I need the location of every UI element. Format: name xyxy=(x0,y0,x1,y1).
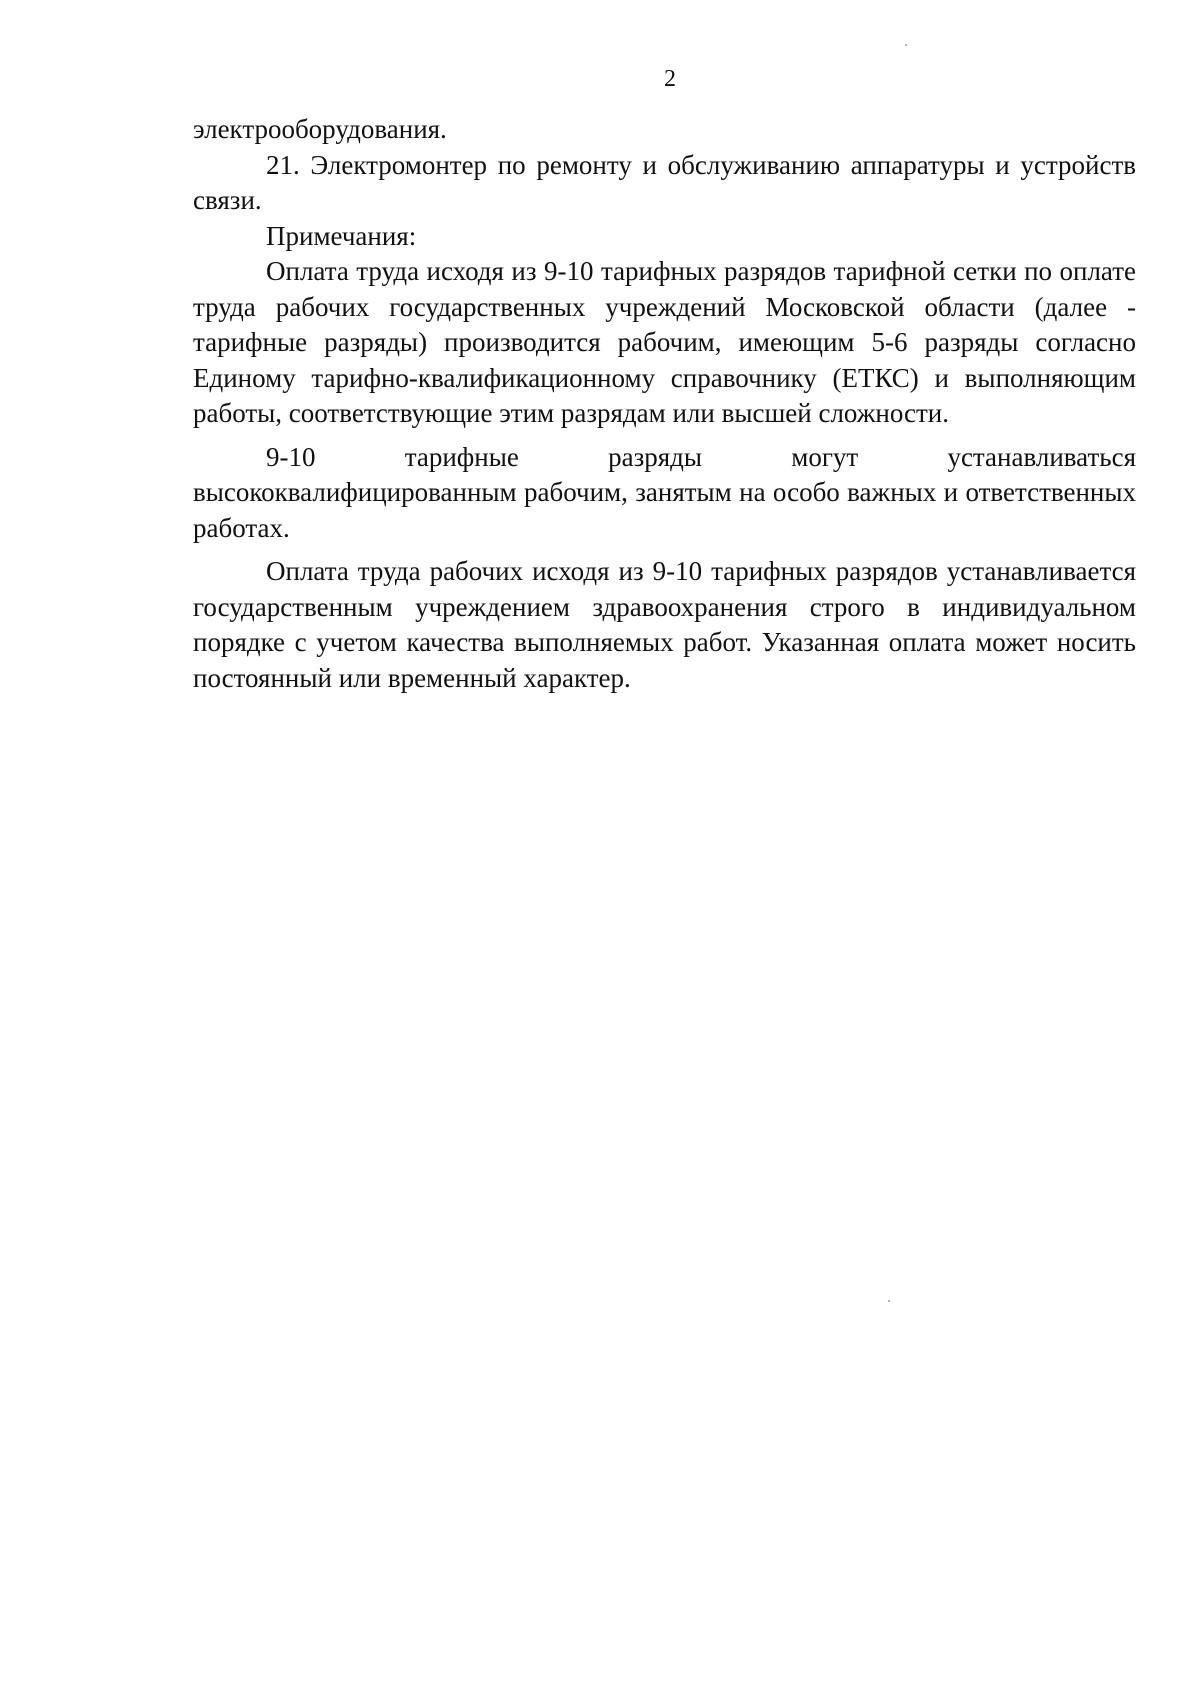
notes-heading: Примечания: xyxy=(266,220,417,251)
paragraph-item-21: 21. Электромонтер по ремонту и обслуживанию аппаратуры и устройств связи. xyxy=(193,149,1136,215)
paragraph-continuation: электрооборудования. xyxy=(193,114,447,144)
paragraph-note-3: Оплата труда рабочих исходя из 9-10 тарифных разрядов устанавливается государственным учреждением здравоохранения строго в индивидуальном порядке с учетом качества выполняемых работ. Указанная оплата может носить постоянный или временный характер. xyxy=(193,556,1136,693)
page-number: 2 xyxy=(664,66,676,92)
document-body xyxy=(193,112,1136,696)
paragraph-note-1: Оплата труда исходя из 9-10 тарифных разрядов тарифной сетки по оплате труда рабочих государственных учреждений Московской области (далее - тарифные разряды) производится рабочим, имеющим 5-6 разряды согласно Единому тарифно-квалификационному справочнику (ЕТКС) и выполняющим работы, соответствующие этим разрядам или высшей сложности. xyxy=(193,256,1136,428)
scan-speck xyxy=(888,1300,890,1302)
paragraph-note-2: 9-10 тарифные разряды могут устанавливаться высококвалифицированным рабочим, занятым на особо важных и ответственных работах. xyxy=(193,441,1136,543)
scan-speck xyxy=(905,44,907,46)
